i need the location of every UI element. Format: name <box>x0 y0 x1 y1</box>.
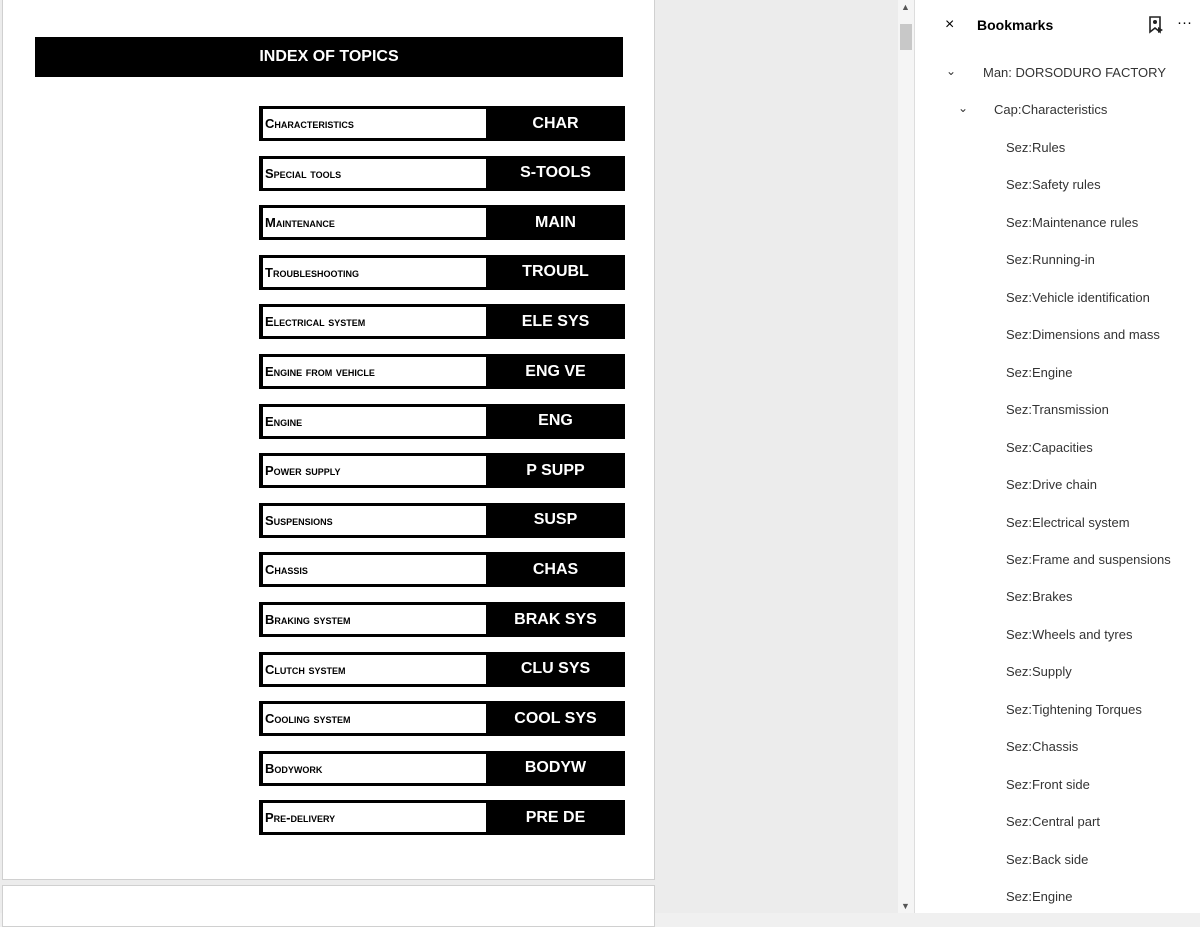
topic-code: TROUBL <box>522 263 589 281</box>
topic-label: Bodywork <box>263 754 486 783</box>
index-row[interactable] <box>259 404 625 439</box>
bookmark-add-icon[interactable] <box>1148 16 1164 38</box>
bookmark-section[interactable]: Sez:Tightening Torques <box>1006 701 1142 717</box>
index-row[interactable] <box>259 205 625 240</box>
index-row[interactable] <box>259 106 625 141</box>
topic-label: Pre-delivery <box>263 803 486 832</box>
index-row[interactable] <box>259 800 625 835</box>
bookmarks-panel <box>914 0 1200 913</box>
bookmark-chapter[interactable]: Cap:Characteristics <box>994 102 1108 117</box>
more-options-icon[interactable]: ··· <box>1177 14 1192 31</box>
bookmark-section[interactable]: Sez:Safety rules <box>1006 177 1101 193</box>
topic-code: S-TOOLS <box>520 164 591 182</box>
scrollbar-thumb[interactable] <box>900 24 912 50</box>
index-row[interactable] <box>259 652 625 687</box>
bookmark-section[interactable]: Sez:Running-in <box>1006 252 1095 268</box>
topic-label: Engine <box>263 407 486 436</box>
bookmark-section[interactable]: Sez:Supply <box>1006 664 1072 680</box>
bookmark-section[interactable]: Sez:Vehicle identification <box>1006 289 1150 305</box>
index-row[interactable] <box>259 304 625 339</box>
bookmark-section[interactable]: Sez:Central part <box>1006 814 1100 830</box>
topic-label: Troubleshooting <box>263 258 486 287</box>
index-row[interactable] <box>259 503 625 538</box>
scroll-up-icon[interactable]: ▲ <box>901 2 910 12</box>
topic-label: Engine from vehicle <box>263 357 486 386</box>
index-row[interactable] <box>259 701 625 736</box>
index-row[interactable] <box>259 453 625 488</box>
topic-code: BRAK SYS <box>514 610 597 628</box>
topic-label: Suspensions <box>263 506 486 535</box>
topic-code: BODYW <box>524 759 587 777</box>
index-title: INDEX OF TOPICS <box>35 37 623 77</box>
topic-code: SUSP <box>533 511 578 529</box>
bookmark-section[interactable]: Sez:Brakes <box>1006 589 1073 605</box>
index-row[interactable] <box>259 751 625 786</box>
topic-label: Cooling system <box>263 704 486 733</box>
bookmark-section[interactable]: Sez:Electrical system <box>1006 514 1130 530</box>
bookmark-section[interactable]: Sez:Wheels and tyres <box>1006 626 1133 642</box>
bookmark-section[interactable]: Sez:Rules <box>1006 140 1066 155</box>
panel-title: Bookmarks <box>977 17 1054 33</box>
vertical-scrollbar[interactable] <box>898 0 914 913</box>
bookmark-section[interactable]: Sez:Drive chain <box>1006 477 1098 493</box>
topic-label: Characteristics <box>263 109 486 138</box>
index-row[interactable] <box>259 552 625 587</box>
topic-code: P SUPP <box>526 461 585 479</box>
topic-code: CHAR <box>532 114 579 132</box>
topic-label: Clutch system <box>263 655 486 684</box>
topic-code: COOL SYS <box>514 709 597 727</box>
bookmark-section[interactable]: Sez:Transmission <box>1006 402 1109 418</box>
index-row[interactable] <box>259 602 625 637</box>
bookmark-section[interactable]: Sez:Chassis <box>1006 739 1079 755</box>
topic-label: Braking system <box>263 605 486 634</box>
pdf-page-next <box>2 885 655 927</box>
chevron-down-icon[interactable]: ⌄ <box>946 64 957 78</box>
topic-code: ENG <box>538 412 573 430</box>
scroll-down-icon[interactable]: ▼ <box>901 901 910 911</box>
chevron-down-icon[interactable]: ⌄ <box>958 101 969 115</box>
topic-code: MAIN <box>535 213 576 231</box>
index-row[interactable] <box>259 156 625 191</box>
pdf-page <box>2 0 655 880</box>
bookmark-section[interactable]: Sez:Maintenance rules <box>1006 214 1139 230</box>
bookmark-section[interactable]: Sez:Engine <box>1006 364 1073 380</box>
bookmark-section[interactable]: Sez:Frame and suspensions <box>1006 551 1171 567</box>
topic-label: Chassis <box>263 555 486 584</box>
topic-code: CHAS <box>532 560 579 578</box>
topic-label: Power supply <box>263 456 486 485</box>
topic-label: Maintenance <box>263 208 486 237</box>
topic-code: CLU SYS <box>520 660 591 678</box>
bookmark-section[interactable]: Sez:Capacities <box>1006 439 1093 455</box>
bookmark-root[interactable]: Man: DORSODURO FACTORY <box>983 65 1166 80</box>
topic-label: Electrical system <box>263 307 486 336</box>
index-row[interactable] <box>259 354 625 389</box>
bookmark-section[interactable]: Sez:Engine <box>1006 889 1073 904</box>
bookmark-section[interactable]: Sez:Dimensions and mass <box>1006 327 1160 343</box>
bookmark-section[interactable]: Sez:Back side <box>1006 851 1089 867</box>
topic-code: ENG VE <box>525 362 586 380</box>
topic-code: PRE DE <box>525 808 586 826</box>
topic-label: Special tools <box>263 159 486 188</box>
bookmark-section[interactable]: Sez:Front side <box>1006 776 1090 792</box>
index-row[interactable] <box>259 255 625 290</box>
close-icon[interactable]: × <box>945 16 955 33</box>
topic-code: ELE SYS <box>521 312 590 330</box>
